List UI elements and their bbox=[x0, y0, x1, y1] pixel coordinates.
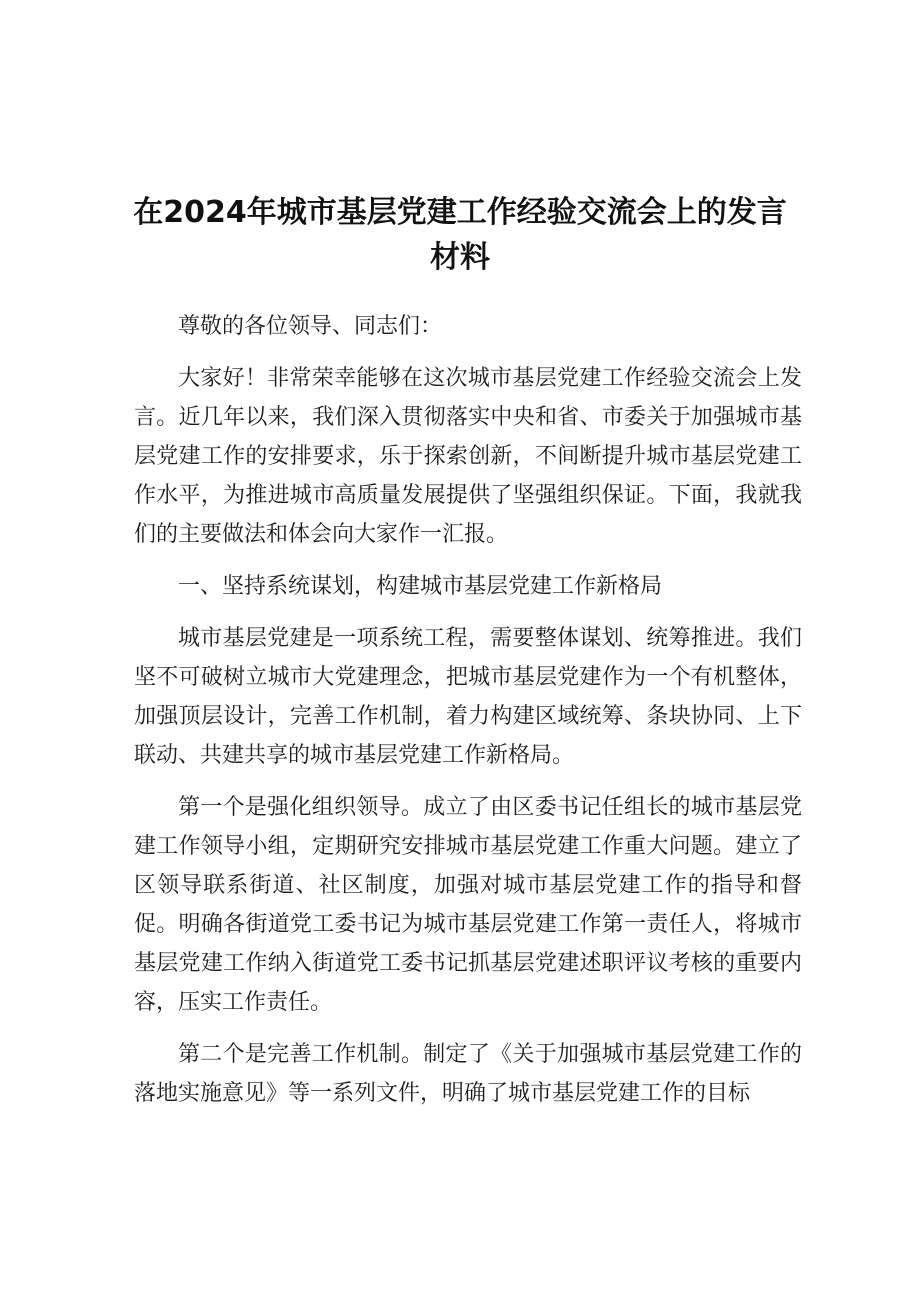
paragraph-system-planning: 城市基层党建是一项系统工程，需要整体谋划、统筹推进。我们坚不可破树立城市大党建理念，把城市基层党建作为一个有机整体，加强顶层设计，完善工作机制，着力构建区域统筹、条块协同、上下联动、共建共享的城市基层党建工作新格局。 bbox=[134, 626, 802, 768]
document-title: 在2024年城市基层党建工作经验交流会上的发言材料 bbox=[133, 195, 787, 275]
paragraph-organizational-leadership: 第一个是强化组织领导。成立了由区委书记任组长的城市基层党建工作领导小组，定期研究安排城市基层党建工作重大问题。建立了区领导联系街道、社区制度，加强对城市基层党建工作的指导和督促。明确各街道党工委书记为城市基层党建工作第一责任人，将城市基层党建工作纳入街道党工委书记抓基层党建述职评议考核的重要内容，压实工作责任。 bbox=[134, 795, 802, 1015]
paragraph-work-mechanism: 第二个是完善工作机制。制定了《关于加强城市基层党建工作的落地实施意见》等一系列文件，明确了城市基层党建工作的目标 bbox=[134, 1042, 802, 1106]
salutation: 尊敬的各位领导、同志们： bbox=[178, 314, 443, 339]
section-heading-1: 一、坚持系统谋划，构建城市基层党建工作新格局 bbox=[178, 574, 663, 599]
paragraph-opening: 大家好！非常荣幸能够在这次城市基层党建工作经验交流会上发言。近几年以来，我们深入贯彻落实中央和省、市委关于加强城市基层党建工作的安排要求，乐于探索创新，不间断提升城市基层党建工作水平，为推进城市高质量发展提供了坚强组织保证。下面，我就我们的主要做法和体会向大家作一汇报。 bbox=[134, 366, 802, 547]
document-body bbox=[134, 307, 802, 1126]
